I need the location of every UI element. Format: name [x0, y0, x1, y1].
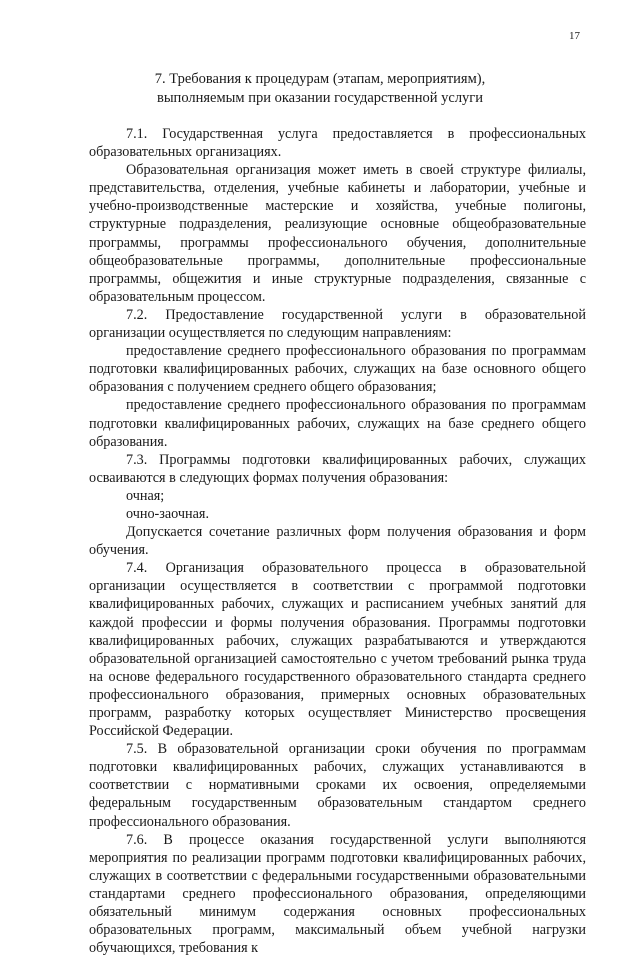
paragraph-direction-2: предоставление среднего профессионального образования по программам подготовки квалифицированных рабочих, служащих на базе среднего общего образования. [89, 397, 586, 450]
paragraph-7-2: 7.2. Предоставление государственной услуги в образовательной организации осуществляется по следующим направлениям: [89, 306, 586, 342]
section-title-line-2: выполняемым при оказании государственной услуги [156, 90, 484, 106]
paragraph-7-1: 7.1. Государственная услуга предоставляется в профессиональных образовательных организациях. [89, 126, 586, 161]
paragraph-7-6: 7.6. В процессе оказания государственной услуги выполняются мероприятия по реализации программ подготовки квалифицированных рабочих, служащих в соответствии с федеральными государственными образовательными стандартами среднего профессионального образования, определяющими обязательный минимум содержания основных профессиональных образовательных программ, максимальный объем учебной нагрузки обучающихся, требования к [89, 831, 586, 957]
paragraph-7-4: 7.4. Организация образовательного процесса в образовательной организации осуществляется в соответствии с программой подготовки квалифицированных рабочих, служащих и расписанием учебных занятий для каждой профессии и формы получения образования. Программы подготовки квалифицированных рабочих, служащих разрабатываются и утверждаются образовательной организацией самостоятельно с учетом требований рынка труда на основе федерального государственного образовательного стандарта среднего профессионального образования, примерных основных образовательных программ, разработку которых осуществляет Министерство просвещения Российской Федерации. [89, 560, 586, 740]
section-title-line-1: 7. Требования к процедурам (этапам, мероприятиям), [154, 71, 486, 87]
body-text [89, 125, 586, 957]
paragraph-7-3: 7.3. Программы подготовки квалифицированных рабочих, служащих осваиваются в следующих формах получения образования: [89, 451, 586, 486]
paragraph-form-part-time: очно-заочная. [126, 505, 209, 522]
paragraph-form-full-time: очная; [126, 487, 165, 504]
paragraph-direction-1: предоставление среднего профессионального образования по программам подготовки квалифицированных рабочих, служащих на базе основного общего образования с получением среднего общего образования; [89, 343, 586, 396]
paragraph-combination: Допускается сочетание различных форм получения образования и форм обучения. [89, 524, 586, 559]
section-title [0, 70, 640, 108]
paragraph-structure: Образовательная организация может иметь в своей структуре филиалы, представительства, отделения, учебные кабинеты и лаборатории, учебные и учебно-производственные мастерские и хозяйства, учебные полигоны, структурные подразделения, реализующие основные общеобразовательные программы, программы профессионального обучения, дополнительные общеобразовательные программы, дополнительные профессиональные программы, общежития и иные структурные подразделения, связанные с образовательным процессом. [89, 162, 586, 305]
paragraph-7-5: 7.5. В образовательной организации сроки обучения по программам подготовки квалифицированных рабочих, служащих устанавливаются в соответствии с нормативными сроками их освоения, определяемыми федеральным государственным образовательным стандартом среднего профессионального образования. [89, 741, 586, 830]
page-number: 17 [569, 30, 580, 42]
